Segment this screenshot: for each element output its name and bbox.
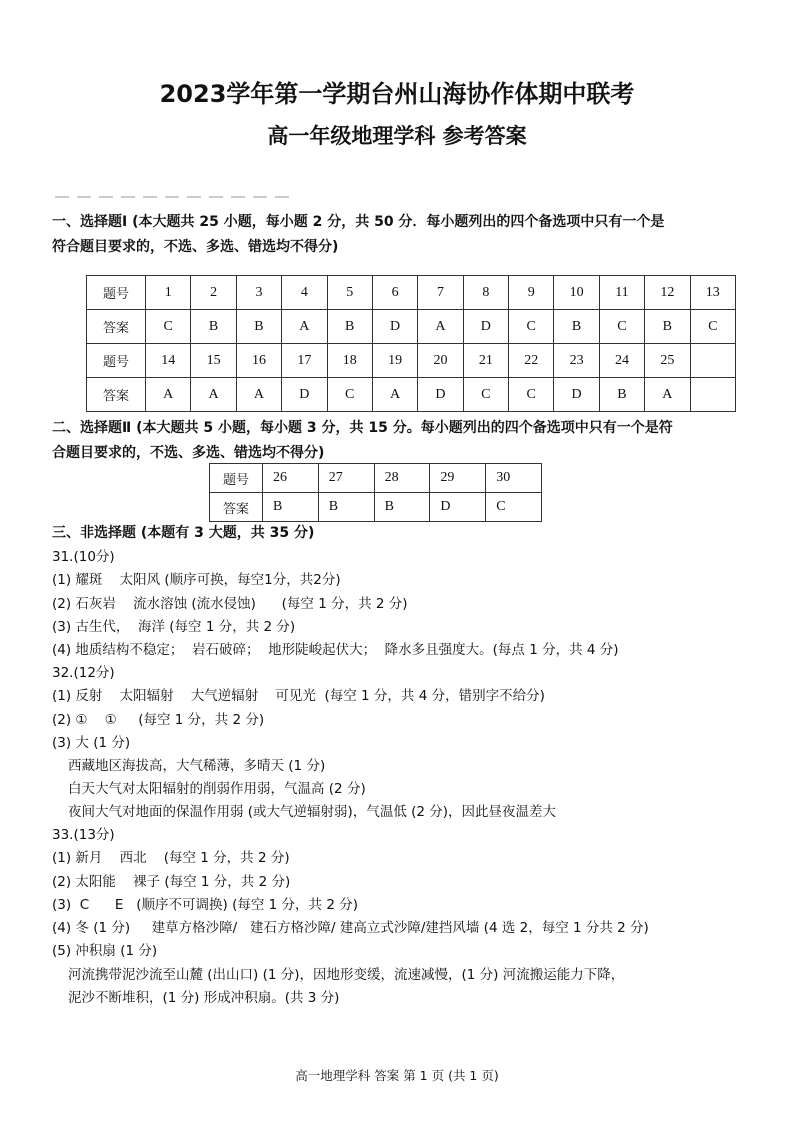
faint-scan-mark [55,196,295,198]
question-number-cell: 15 [191,344,236,378]
answer-line: (1) 新月 西北 (每空 1 分，共 2 分) [52,850,290,866]
answer-line: 夜间大气对地面的保温作用弱 (或大气逆辐射弱)，气温低 (2 分)，因此昼夜温差大 [68,804,557,820]
answer-cell: B [327,310,372,344]
question-number-cell: 9 [509,276,554,310]
answer-cell: A [645,378,690,412]
question-number-cell: 8 [463,276,508,310]
question-number-cell: 26 [263,464,319,493]
question-number-cell: 17 [282,344,327,378]
question-number-cell: 7 [418,276,463,310]
answer-cell: C [690,310,736,344]
answer-line: (3) C E (顺序不可调换) (每空 1 分，共 2 分) [52,897,358,913]
section2-heading-line2: 合题目要求的，不选、多选、错选均不得分) [52,445,325,461]
question-number-cell: 13 [690,276,736,310]
answer-cell: A [418,310,463,344]
question-number-cell: 20 [418,344,463,378]
row-label: 答案 [87,310,146,344]
section3-heading: 三、非选择题 (本题有 3 大题，共 35 分) [52,525,315,541]
row-label: 答案 [87,378,146,412]
question-number-cell: 6 [372,276,417,310]
answer-cell: C [599,310,644,344]
answer-cell: D [418,378,463,412]
row-label: 答案 [210,493,263,522]
question-number-row [87,276,736,310]
question-number-cell: 3 [236,276,281,310]
answer-cell: B [236,310,281,344]
answer-cell: B [191,310,236,344]
answer-line: (4) 冬 (1 分) 建草方格沙障/ 建石方格沙障/ 建高立式沙障/建挡风墙 (4 选 2，每空 1 分共 2 分) [52,920,649,936]
answer-cell: A [146,378,191,412]
question-number-row [87,344,736,378]
answer-line: (2) 太阳能 裸子 (每空 1 分，共 2 分) [52,874,291,890]
question-number-cell: 14 [146,344,191,378]
question-number-cell [690,344,736,378]
answer-cell: A [282,310,327,344]
answer-cell [690,378,736,412]
page-title: 2023学年第一学期台州山海协作体期中联考 [159,80,635,108]
answer-line: (3) 古生代， 海洋 (每空 1 分，共 2 分) [52,619,296,635]
answer-line: 西藏地区海拔高，大气稀薄，多晴天 (1 分) [68,758,326,774]
answer-cell: C [509,310,554,344]
question-number-cell: 16 [236,344,281,378]
question-number-cell: 2 [191,276,236,310]
question-number-cell: 22 [509,344,554,378]
question-number-cell: 21 [463,344,508,378]
answer-line: (5) 冲积扇 (1 分) [52,943,158,959]
answer-line: 河流携带泥沙流至山麓 (出山口) (1 分)，因地形变缓，流速减慢，(1 分) 河流搬运能力下降， [68,967,625,983]
question-number-cell: 12 [645,276,690,310]
answer-line: (1) 反射 太阳辐射 大气逆辐射 可见光 (每空 1 分，共 4 分，错别字不给分) [52,688,545,704]
question-number-cell: 24 [599,344,644,378]
answer-line: 31.(10分) [52,549,115,565]
section1-heading-line1: 一、选择题Ⅰ (本大题共 25 小题，每小题 2 分，共 50 分．每小题列出的四个备选项中只有一个是 [52,214,665,230]
answer-cell: A [372,378,417,412]
answer-cell: B [318,493,374,522]
question-number-cell: 11 [599,276,644,310]
question-number-cell: 1 [146,276,191,310]
answer-cell: D [372,310,417,344]
row-label: 题号 [210,464,263,493]
question-number-cell: 30 [486,464,542,493]
answer-cell: C [463,378,508,412]
question-number-cell: 10 [554,276,599,310]
answer-line: 白天大气对太阳辐射的削弱作用弱，气温高 (2 分) [68,781,366,797]
answer-cell: C [146,310,191,344]
question-number-cell: 27 [318,464,374,493]
answer-cell: B [645,310,690,344]
question-number-cell: 23 [554,344,599,378]
answer-cell: C [327,378,372,412]
answer-line: 33.(13分) [52,827,115,843]
section2-heading-line1: 二、选择题Ⅱ (本大题共 5 小题，每小题 3 分，共 15 分。每小题列出的四个备选项中只有一个是符 [52,420,673,436]
answer-row [87,310,736,344]
page-subtitle: 高一年级地理学科 参考答案 [267,124,527,148]
answer-cell: B [599,378,644,412]
question-number-row [210,464,542,493]
answer-cell: D [554,378,599,412]
answer-cell: C [486,493,542,522]
answer-cell: A [236,378,281,412]
section1-heading-line2: 符合题目要求的，不选、多选、错选均不得分) [52,239,339,255]
question-number-cell: 28 [374,464,430,493]
answer-cell: A [191,378,236,412]
row-label: 题号 [87,344,146,378]
answer-line: (4) 地质结构不稳定； 岩石破碎； 地形陡峻起伏大； 降水多且强度大。(每点 1 分，共 4 分) [52,642,619,658]
answer-cell: C [509,378,554,412]
answer-line: 泥沙不断堆积，(1 分) 形成冲积扇。(共 3 分) [68,990,340,1006]
section1-answer-table [86,275,736,412]
answer-cell: D [430,493,486,522]
answer-line: (2) 石灰岩 流水溶蚀 (流水侵蚀) (每空 1 分，共 2 分) [52,596,408,612]
answer-cell: D [463,310,508,344]
answer-cell: B [554,310,599,344]
question-number-cell: 29 [430,464,486,493]
answer-cell: B [263,493,319,522]
answer-row [210,493,542,522]
answer-line: (2) ① ① (每空 1 分，共 2 分) [52,712,265,728]
question-number-cell: 19 [372,344,417,378]
answer-line: (1) 耀斑 太阳风 (顺序可换，每空1分，共2分) [52,572,341,588]
question-number-cell: 4 [282,276,327,310]
question-number-cell: 18 [327,344,372,378]
page-footer: 高一地理学科 答案 第 1 页 (共 1 页) [295,1068,499,1083]
question-number-cell: 5 [327,276,372,310]
answer-cell: D [282,378,327,412]
answer-row [87,378,736,412]
row-label: 题号 [87,276,146,310]
answer-cell: B [374,493,430,522]
question-number-cell: 25 [645,344,690,378]
answer-line: (3) 大 (1 分) [52,735,131,751]
section2-answer-table [209,463,542,522]
answer-line: 32.(12分) [52,665,115,681]
